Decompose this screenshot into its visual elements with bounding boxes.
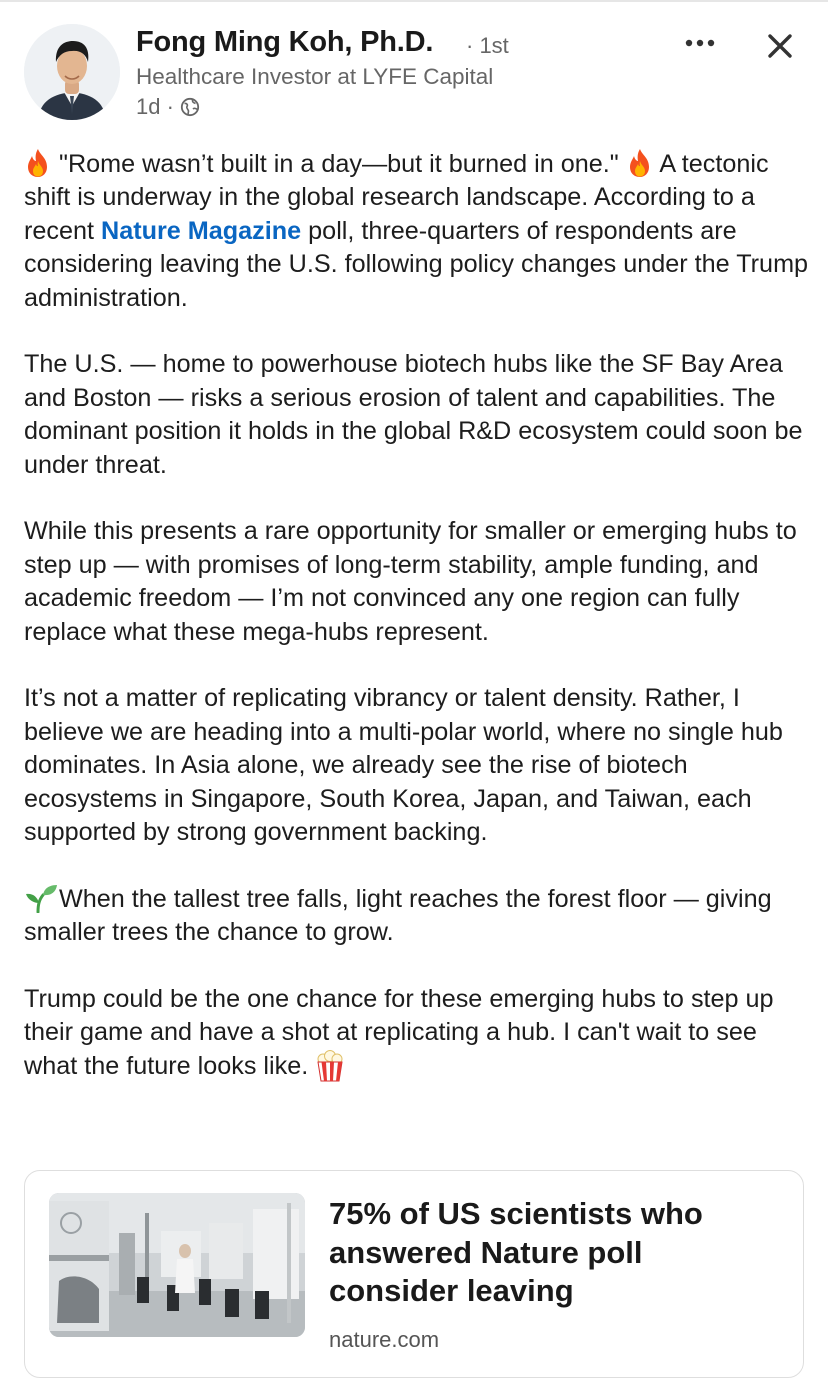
post-paragraph-1 xyxy=(24,148,814,315)
close-button[interactable] xyxy=(760,26,800,66)
post-paragraph-3: While this presents a rare opportunity for smaller or emerging hubs to step up — with promises of long-term stability, ample funding, and academic freedom — I’m not convinced any one region can fully replace what these mega-hubs represent. xyxy=(24,517,797,646)
post-time: 1d · xyxy=(136,94,174,119)
top-divider xyxy=(0,0,828,2)
more-options-button[interactable] xyxy=(682,28,718,58)
paragraph-6-text: Trump could be the one chance for these emerging hubs to step up their game and have a shot at replicating a hub. I can't wait to see what the future looks like. xyxy=(24,985,774,1080)
paragraph-1-text-a: A tectonic shift is underway in the global research landscape. According to a recent xyxy=(24,150,769,245)
post-paragraph-2: The U.S. — home to powerhouse biotech hubs like the SF Bay Area and Boston — risks a serious erosion of talent and capabilities. The dominant position it holds in the global R&D ecosystem could soon be under threat. xyxy=(24,350,803,479)
post-text xyxy=(24,148,814,1083)
post-paragraph-6 xyxy=(24,983,814,1083)
article-thumbnail xyxy=(49,1193,305,1337)
nature-magazine-link[interactable]: Nature Magazine xyxy=(101,216,302,245)
article-source: nature.com xyxy=(329,1327,440,1352)
post-paragraph-4: It’s not a matter of replicating vibrancy or talent density. Rather, I believe we are heading into a multi-polar world, where no single hub dominates. In Asia alone, we already see the rise of biotech ecosystems in Singapore, South Korea, Japan, and Taiwan, each supported by strong government backing. xyxy=(24,684,783,847)
opening-quote: "Rome wasn’t built in a day—but it burned in one." xyxy=(59,150,619,178)
paragraph-1-text-b: poll, three-quarters of respondents are considering leaving the U.S. following policy changes under the Trump administration. xyxy=(24,216,809,312)
post-paragraph-5 xyxy=(24,883,814,950)
connection-degree: · 1st xyxy=(466,33,509,58)
avatar-photo xyxy=(24,24,120,120)
fire-emoji-icon xyxy=(626,148,654,178)
paragraph-5-text: When the tallest tree falls, light reaches the forest floor — giving smaller trees the chance to grow. xyxy=(24,884,772,947)
post-meta xyxy=(136,94,200,120)
author-name[interactable]: Fong Ming Koh, Ph.D. xyxy=(136,26,434,58)
link-preview-card[interactable] xyxy=(24,1170,804,1378)
close-icon xyxy=(767,33,793,59)
author-avatar[interactable] xyxy=(24,24,120,120)
more-options-icon xyxy=(685,39,715,47)
fire-emoji-icon xyxy=(24,148,52,178)
author-headline: Healthcare Investor at LYFE Capital xyxy=(136,64,494,89)
globe-icon xyxy=(180,97,200,117)
seedling-emoji-icon xyxy=(24,883,52,913)
article-title: 75% of US scientists who answered Nature poll consider leaving xyxy=(329,1196,703,1308)
lab-photo xyxy=(49,1193,305,1337)
popcorn-emoji-icon xyxy=(315,1050,343,1080)
